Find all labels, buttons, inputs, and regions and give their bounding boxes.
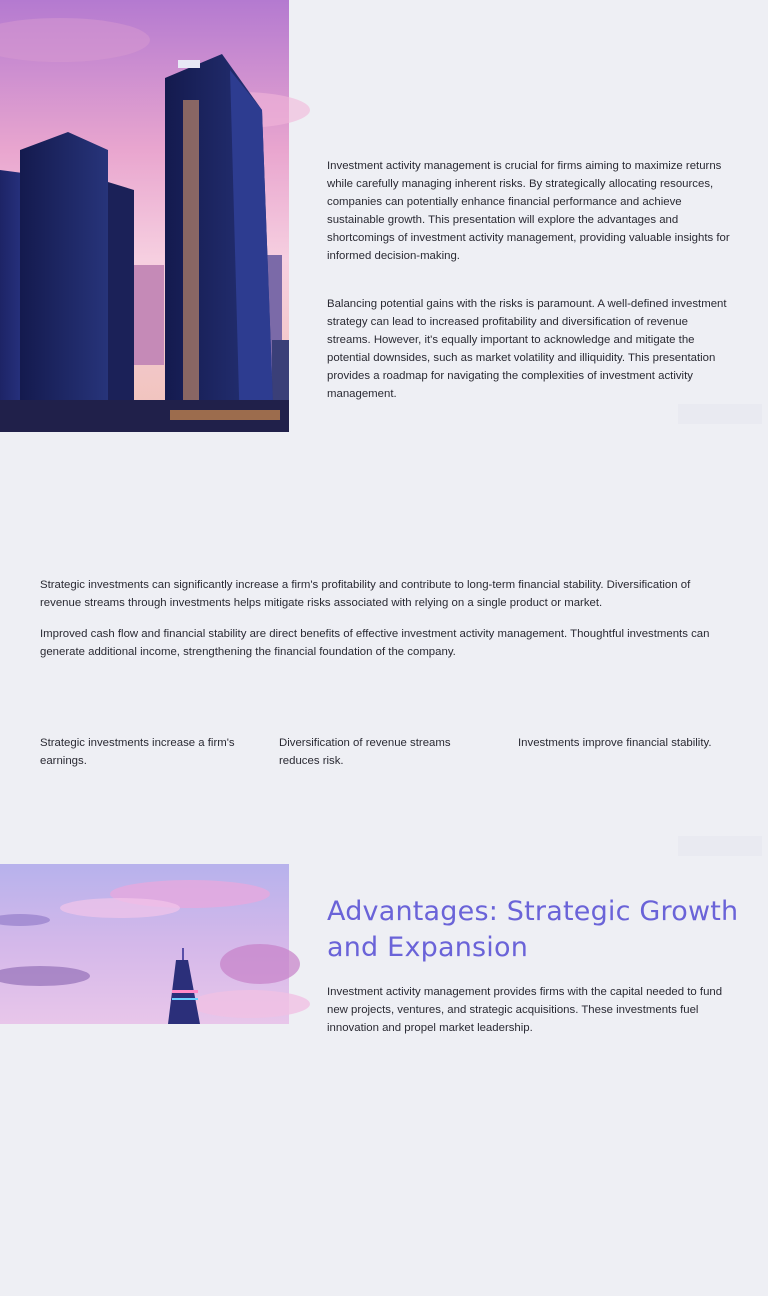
intro-paragraph-2: [327, 295, 732, 403]
intro-paragraph-1: [327, 157, 732, 265]
corner-shade: [678, 836, 762, 856]
intro-paragraph-1-text: Investment activity management is crucial for firms aiming to maximize returns while carefully managing inherent risks. By strategically allocating resources, companies can potentially enhance financial performance and achieve sustainable growth. This presentation will explore the advantages and shortcomings of investment activity management, providing valuable insights for informed decision-making.: [327, 160, 730, 262]
advantages-paragraph-text: Investment activity management provides firms with the capital needed to fund new projects, ventures, and strategic acquisitions. These investments fuel innovation and propel market leadership.: [327, 986, 723, 1034]
benefit-column-stability: Investments improve financial stability.: [518, 737, 712, 749]
corner-shade: [678, 404, 762, 424]
benefit-columns: [40, 734, 730, 774]
benefit-column-earnings: Strategic investments increase a firm's earnings.: [40, 737, 235, 767]
benefit-column-diversification: Diversification of revenue streams reduces risk.: [279, 737, 451, 767]
skyline-dusk-image: [0, 0, 289, 432]
slide-benefits: [0, 432, 768, 864]
slide-intro: [0, 0, 768, 432]
benefits-body: [40, 576, 730, 674]
advantages-paragraph: [327, 983, 732, 1037]
benefits-paragraph-1: Strategic investments can significantly increase a firm's profitability and contribute to long-term financial stability. Diversification of revenue streams through investments helps mitigate risks associated with relying on a single product or market.: [40, 579, 691, 609]
advantages-heading: Advantages: Strategic Growth and Expansion: [327, 896, 739, 963]
tower-sky-image: [0, 864, 289, 1296]
intro-paragraph-2-text: Balancing potential gains with the risks is paramount. A well-defined investment strategy can lead to increased profitability and diversification of revenue streams. However, it's equally important to acknowledge and mitigate the potential downsides, such as market volatility and illiquidity. This presentation provides a roadmap for navigating the complexities of investment activity management.: [327, 298, 727, 400]
benefits-paragraph-2: Improved cash flow and financial stability are direct benefits of effective investment activity management. Thoughtful investments can generate additional income, strengthening the financial foundation of the company.: [40, 628, 710, 658]
slide-advantages: [0, 864, 768, 1034]
